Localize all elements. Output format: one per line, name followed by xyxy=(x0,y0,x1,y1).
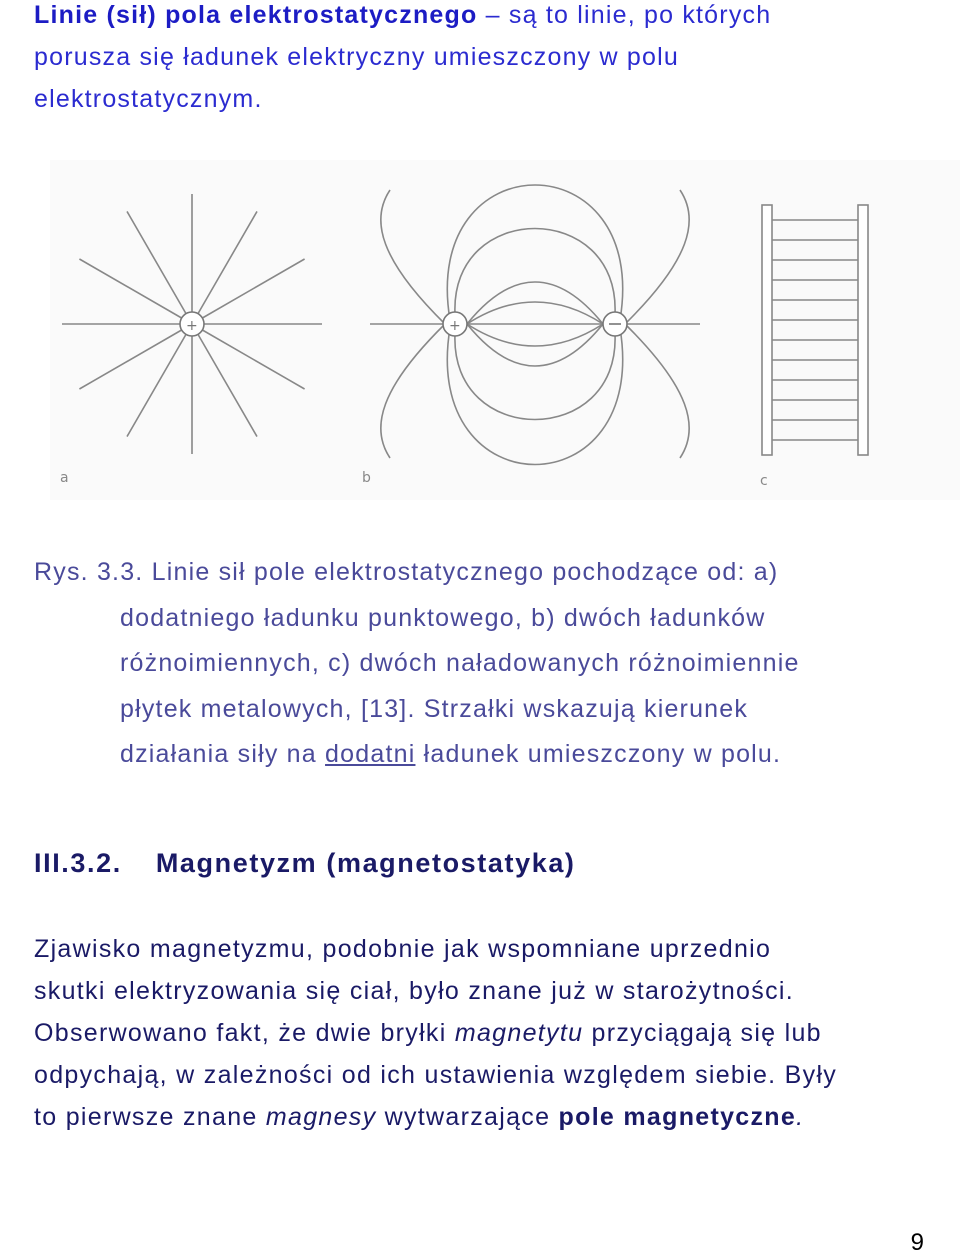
body-line5: to pierwsze znane magnesy wytwarzające pole magnetyczne. xyxy=(34,1103,805,1131)
svg-text:+: + xyxy=(186,318,198,334)
body-paragraph xyxy=(34,928,934,1138)
caption-underlined-word: dodatni xyxy=(325,740,416,768)
bold-pole-magnetyczne: pole magnetyczne xyxy=(558,1103,797,1131)
intro-paragraph xyxy=(34,0,934,120)
figure-label-a: a xyxy=(60,470,69,486)
figure-caption xyxy=(34,550,914,778)
field-lines-diagram xyxy=(50,160,960,500)
body-line1: Zjawisko magnetyzmu, podobnie jak wspomniane uprzednio xyxy=(34,935,772,963)
caption-line2: dodatniego ładunku punktowego, b) dwóch ładunków xyxy=(120,603,766,632)
section-number: III.3.2. xyxy=(34,848,122,878)
caption-line5: działania siły na dodatni ładunek umieszczony w polu. xyxy=(120,740,782,768)
caption-prefix: Rys. 3.3. xyxy=(34,558,144,586)
italic-magnesy: magnesy xyxy=(265,1103,377,1131)
intro-term: Linie (sił) pola elektrostatycznego xyxy=(34,1,478,29)
section-title: Magnetyzm (magnetostatyka) xyxy=(155,848,576,878)
figure-label-b: b xyxy=(362,470,371,486)
section-heading xyxy=(34,848,576,879)
field-lines-figure xyxy=(50,160,960,500)
italic-magnetytu: magnetytu xyxy=(454,1019,584,1047)
caption-line1: Linie sił pole elektrostatycznego pochodzące od: a) xyxy=(151,558,779,586)
body-line4: odpychają, w zależności od ich ustawienia względem siebie. Były xyxy=(34,1061,838,1089)
body-line3: Obserwowano fakt, że dwie bryłki magnetytu przyciągają się lub xyxy=(34,1019,822,1047)
caption-line4: płytek metalowych, [13]. Strzałki wskazują kierunek xyxy=(120,694,749,723)
intro-line1-rest: – są to linie, po których xyxy=(477,1,772,29)
caption-line3: różnoimiennych, c) dwóch naładowanych różnoimiennie xyxy=(120,649,800,677)
body-line2: skutki elektryzowania się ciał, było znane już w starożytności. xyxy=(34,977,794,1005)
intro-line3: elektrostatycznym. xyxy=(34,85,263,113)
svg-text:+: + xyxy=(449,318,461,334)
page-number: 9 xyxy=(910,1229,924,1256)
intro-line2: porusza się ładunek elektryczny umieszczony w polu xyxy=(34,43,679,71)
figure-label-c: c xyxy=(760,473,768,489)
